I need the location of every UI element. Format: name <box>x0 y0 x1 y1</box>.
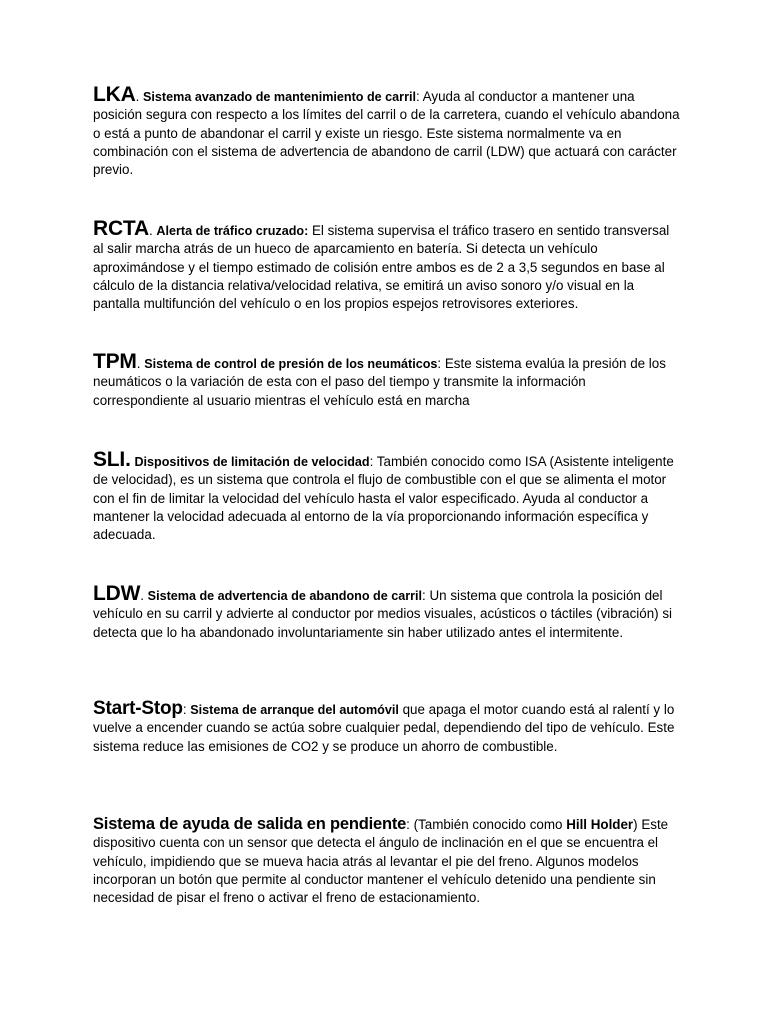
separator: : (También conocido como <box>406 817 567 832</box>
system-name: Sistema de arranque del automóvil <box>190 703 399 717</box>
separator: . <box>148 223 157 238</box>
description: : Ayuda al conductor a mantener una posición segura con respecto a los límites del carril o de la carretera, cuando el vehículo abandona o está a punto de abandonar el carril y existe un riesgo. Este sistema normalmente va en combinación con el sistema de advertencia de abandono de carril (LDW) que actuará con carácter previo. <box>93 89 680 178</box>
description: : También conocido como ISA (Asistente inteligente de velocidad), es un sistema que controla el flujo de combustible con el que se alimenta el motor con el fin de limitar la velocidad del vehículo hasta el valor especificado. Ayuda al conductor a mantener la velocidad adecuada al entorno de la vía proporcionando información específica y adecuada. <box>93 454 674 543</box>
system-name: Hill Holder <box>566 817 634 832</box>
description: que apaga el motor cuando está al ralentí y lo vuelve a encender cuando se actúa sobre cualquier pedal, dependiendo del tipo de vehículo. Este sistema reduce las emisiones de CO2 y se produce un ahorro de combustible. <box>93 702 675 754</box>
entry-rcta <box>93 217 683 313</box>
term-heading: Start-Stop <box>93 698 183 719</box>
description: : Este sistema evalúa la presión de los neumáticos o la variación de esta con el paso del tiempo y transmite la información correspondiente al usuario mientras el vehículo está en marcha <box>93 356 666 408</box>
term-heading: RCTA <box>93 217 149 240</box>
term-heading: Sistema de ayuda de salida en pendiente <box>93 815 407 833</box>
entry-lka <box>93 83 683 179</box>
system-name: Sistema de advertencia de abandono de carril <box>147 589 423 603</box>
entry-sli <box>93 448 683 544</box>
term-heading: TPM <box>93 350 137 373</box>
term-heading: LKA <box>93 83 136 106</box>
system-name: Dispositivos de limitación de velocidad <box>134 455 370 469</box>
separator: . <box>136 356 145 371</box>
system-name: Sistema de control de presión de los neumáticos <box>144 357 438 371</box>
separator: . <box>140 588 148 603</box>
system-name: Alerta de tráfico cruzado: <box>156 224 309 238</box>
separator: : <box>182 702 191 717</box>
description: : Un sistema que controla la posición del vehículo en su carril y advierte al conductor por medios visuales, acústicos o táctiles (vibración) si detecta que lo ha abandonado involuntariamente sin haber utilizado antes el intermitente. <box>93 588 673 640</box>
separator: . <box>135 89 144 104</box>
entry-tpm <box>93 350 683 410</box>
system-name: Sistema avanzado de mantenimiento de carril <box>143 90 416 104</box>
description: El sistema supervisa el tráfico trasero en sentido transversal al salir marcha atrás de un hueco de aparcamiento en batería. Si detecta un vehículo aproximándose y el tiempo estimado de colisión entre ambos es de 2 a 3,5 segundos en base al cálculo de la distancia relativa/velocidad relativa, se emitirá un aviso sonoro y/o visual en la pantalla multifunción del vehículo o en los propios espejos retrovisores exteriores. <box>93 223 670 312</box>
description: ) Este dispositivo cuenta con un sensor que detecta el ángulo de inclinación en el que se encuentra el vehículo, impidiendo que se mueva hacia atrás al levantar el pie del freno. Algunos modelos incorporan un botón que permite al conductor mantener el vehículo detenido una pendiente sin necesidad de pisar el freno o activar el freno de estacionamiento. <box>93 817 669 906</box>
term-heading: SLI. <box>93 448 131 471</box>
entry-start-stop <box>93 700 683 756</box>
entry-ldw <box>93 582 683 642</box>
entry-hill-holder <box>93 815 683 907</box>
term-heading: LDW <box>93 582 141 605</box>
